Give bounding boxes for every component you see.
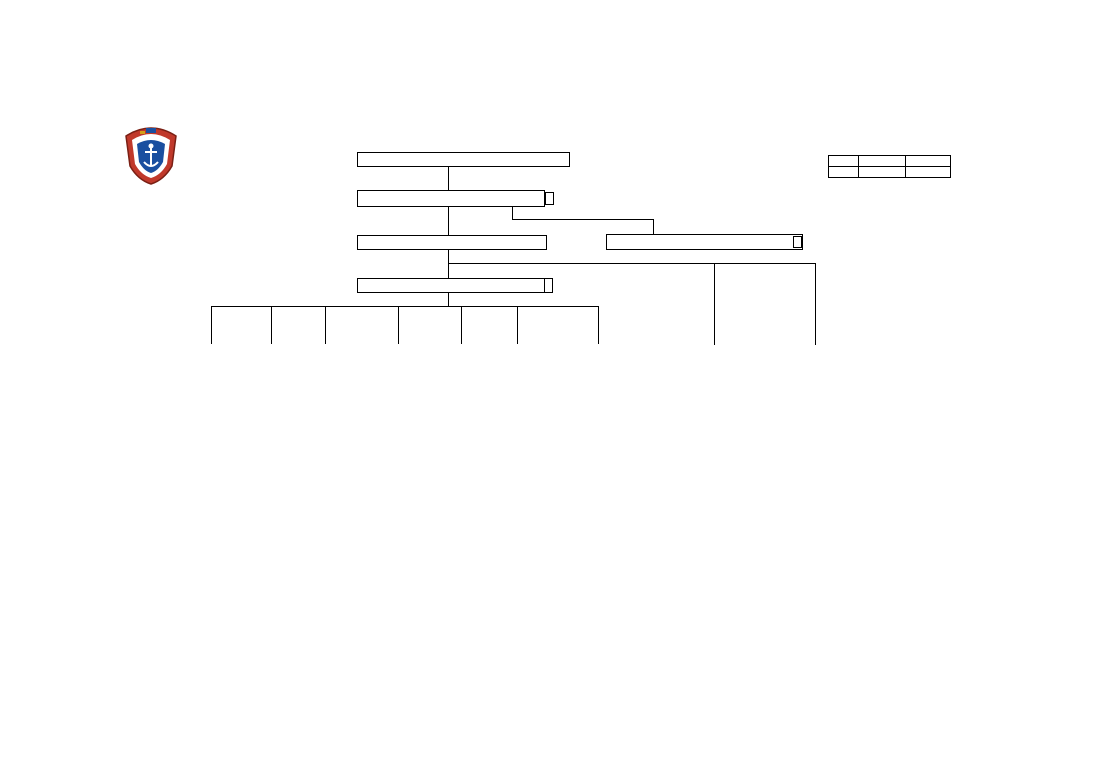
- connector-line: [653, 219, 654, 234]
- connector-line: [598, 306, 599, 344]
- totals-header-executie: [906, 156, 951, 167]
- node-consiliul-administratie: [357, 190, 545, 207]
- connector-line: [512, 219, 653, 220]
- node-director-general-adjunct: [357, 278, 553, 293]
- connector-line: [714, 263, 715, 345]
- sulina-crest-logo: [120, 122, 182, 186]
- totals-value-executie: [906, 167, 951, 178]
- connector-line: [448, 166, 449, 190]
- connector-line: [448, 206, 449, 235]
- connector-line: [461, 306, 462, 344]
- connector-line: [211, 306, 212, 344]
- node-count-badge: [535, 237, 545, 248]
- node-count-badge: [545, 192, 554, 205]
- connector-line: [448, 263, 815, 264]
- totals-value-conducere: [859, 167, 906, 178]
- node-count-badge: [793, 236, 802, 248]
- totals-value-total: [829, 167, 859, 178]
- totals-table: [828, 155, 951, 178]
- connector-line: [815, 263, 816, 345]
- connector-line: [325, 306, 326, 344]
- connector-line: [517, 306, 518, 344]
- totals-header-total: [829, 156, 859, 167]
- totals-header-conducere: [859, 156, 906, 167]
- connector-line: [448, 250, 449, 278]
- node-audit-intern: [606, 234, 803, 250]
- node-consiliul-judetean: [357, 152, 570, 167]
- node-count-badge: [544, 278, 553, 293]
- connector-line: [512, 206, 513, 219]
- connector-line: [271, 306, 272, 344]
- node-director-general: [357, 235, 547, 250]
- connector-line: [398, 306, 399, 344]
- connector-line: [211, 306, 598, 307]
- connector-line: [448, 292, 449, 306]
